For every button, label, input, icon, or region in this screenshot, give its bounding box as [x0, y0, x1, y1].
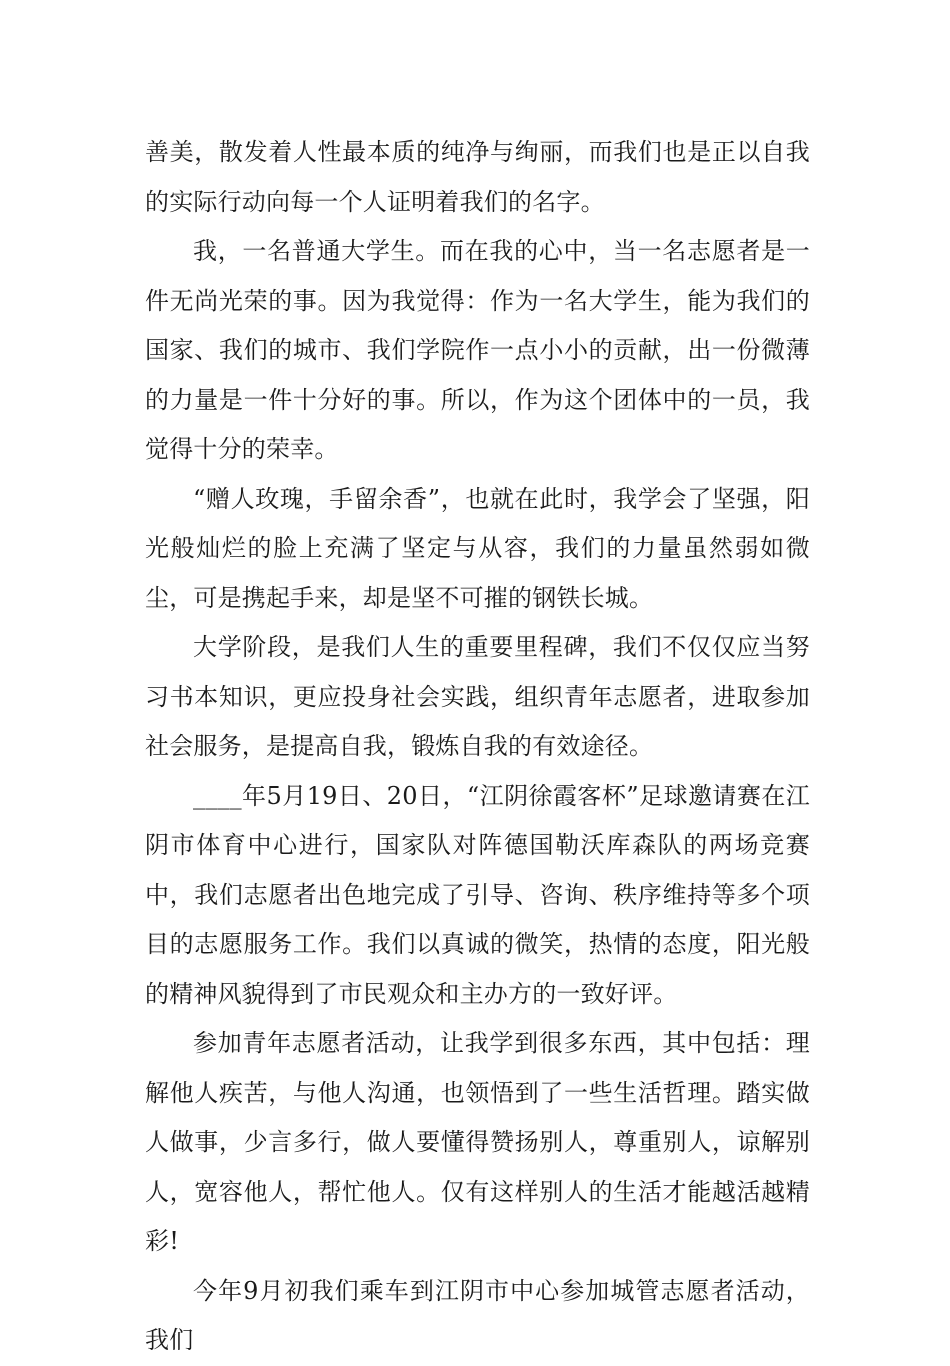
- paragraph-6: 参加青年志愿者活动，让我学到很多东西，其中包括：理解他人疾苦，与他人沟通，也领悟到了一些生活哲理。踏实做人做事，少言多行，做人要懂得赞扬别人，尊重别人，谅解别人，宽容他人，帮忙他人。仅有这样别人的生活才能越活越精彩!: [145, 1029, 810, 1255]
- paragraph-7: 今年9月初我们乘车到江阴市中心参加城管志愿者活动，我们: [145, 1276, 810, 1354]
- paragraph-2: 我，一名普通大学生。而在我的心中，当一名志愿者是一件无尚光荣的事。因为我觉得：作为一名大学生，能为我们的国家、我们的城市、我们学院作一点小小的贡献，出一份微薄的力量是一件十分好的事。所以，作为这个团体中的一员，我觉得十分的荣幸。: [145, 237, 810, 463]
- paragraph-3: “赠人玫瑰，手留余香”，也就在此时，我学会了坚强，阳光般灿烂的脸上充满了坚定与从容，我们的力量虽然弱如微尘，可是携起手来，却是坚不可摧的钢铁长城。: [145, 484, 810, 612]
- paragraph-4: 大学阶段，是我们人生的重要里程碑，我们不仅仅应当努习书本知识，更应投身社会实践，组织青年志愿者，进取参加社会服务，是提高自我，锻炼自我的有效途径。: [145, 633, 810, 760]
- document-body: [145, 128, 810, 1366]
- paragraph-5: ____年5月19日、20日，“江阴徐霞客杯”足球邀请赛在江阴市体育中心进行，国家队对阵德国勒沃库森队的两场竞赛中，我们志愿者出色地完成了引导、咨询、秩序维持等多个项目的志愿服务工作。我们以真诚的微笑，热情的态度，阳光般的精神风貌得到了市民观众和主办方的一致好评。: [145, 781, 810, 1008]
- paragraph-1: 善美，散发着人性最本质的纯净与绚丽，而我们也是正以自我的实际行动向每一个人证明着我们的名字。: [145, 138, 810, 216]
